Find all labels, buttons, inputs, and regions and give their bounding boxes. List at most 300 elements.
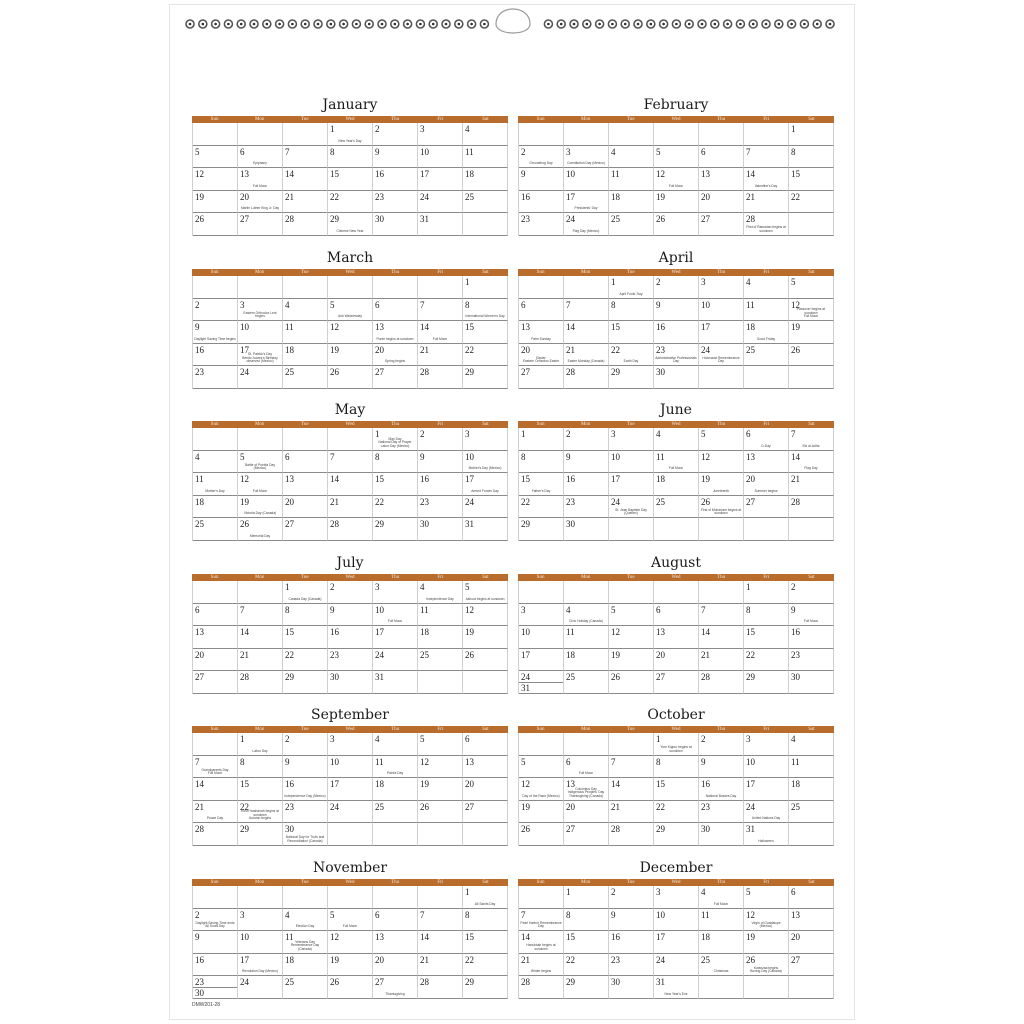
day-cell bbox=[519, 344, 564, 367]
day-cell bbox=[193, 733, 238, 756]
day-cell bbox=[193, 496, 238, 519]
day-cell bbox=[328, 123, 373, 146]
day-number: 17 bbox=[611, 474, 620, 484]
day-number: 20 bbox=[746, 474, 755, 484]
day-number: 22 bbox=[566, 954, 575, 965]
day-number: 24 bbox=[611, 496, 620, 507]
day-cell bbox=[373, 778, 418, 801]
day-number: 13 bbox=[701, 169, 710, 179]
day-cell bbox=[699, 626, 744, 649]
day-cell bbox=[283, 976, 328, 999]
day-number: 17 bbox=[746, 779, 755, 789]
day-number: 27 bbox=[285, 519, 294, 529]
day-cell bbox=[373, 909, 418, 932]
day-cell bbox=[238, 886, 283, 909]
event-note: Easter Eastern Orthodox Easter bbox=[522, 355, 560, 364]
weekday-label: Tue bbox=[301, 727, 309, 732]
day-cell bbox=[744, 756, 789, 779]
event-note: Valentine's Day bbox=[754, 183, 778, 188]
day-cell bbox=[373, 518, 418, 541]
event-note: Christmas bbox=[713, 969, 729, 974]
day-cell bbox=[463, 428, 508, 451]
day-cell bbox=[744, 428, 789, 451]
month-june bbox=[518, 399, 834, 541]
binding-hole bbox=[266, 23, 269, 26]
day-cell bbox=[519, 976, 564, 999]
weekday-label: Sat bbox=[808, 575, 815, 580]
day-cell bbox=[328, 931, 373, 954]
binding-hole bbox=[445, 23, 448, 26]
weekday-label: Wed bbox=[345, 422, 355, 427]
day-cell bbox=[463, 276, 508, 299]
day-cell bbox=[418, 428, 463, 451]
day-number: 19 bbox=[701, 474, 710, 484]
day-number: 29 bbox=[285, 672, 294, 682]
day-cell bbox=[418, 909, 463, 932]
day-cell bbox=[699, 581, 744, 604]
day-cell bbox=[519, 671, 564, 694]
day-number: 16 bbox=[330, 627, 339, 637]
day-number: 18 bbox=[195, 496, 204, 507]
weekday-label: Sun bbox=[210, 727, 219, 732]
binding-hole bbox=[394, 23, 397, 26]
day-number: 4 bbox=[701, 887, 706, 897]
day-cell bbox=[328, 344, 373, 367]
day-cell bbox=[699, 931, 744, 954]
day-cell bbox=[238, 801, 283, 824]
day-cell bbox=[238, 366, 283, 389]
event-note: Election Day bbox=[295, 924, 315, 929]
day-number: 11 bbox=[375, 756, 384, 767]
day-cell bbox=[238, 299, 283, 322]
day-cell bbox=[609, 146, 654, 169]
day-cell bbox=[373, 801, 418, 824]
day-number: 20 bbox=[791, 932, 800, 942]
day-number: 2 bbox=[521, 146, 526, 157]
day-cell bbox=[463, 213, 508, 236]
day-number: 6 bbox=[375, 909, 380, 920]
day-cell bbox=[418, 146, 463, 169]
month-january bbox=[192, 94, 508, 236]
day-number: 21 bbox=[791, 474, 800, 484]
day-number: 5 bbox=[791, 277, 796, 287]
day-number: 17 bbox=[656, 932, 665, 942]
day-cell bbox=[373, 604, 418, 627]
day-cell bbox=[238, 778, 283, 801]
weekday-label: Sat bbox=[808, 270, 815, 275]
day-number: 29 bbox=[240, 824, 249, 834]
day-number: 15 bbox=[746, 627, 755, 637]
day-cell bbox=[283, 909, 328, 932]
day-cell bbox=[789, 604, 834, 627]
day-cell bbox=[609, 954, 654, 977]
day-number: 9 bbox=[611, 909, 616, 920]
day-number: 2 bbox=[285, 734, 290, 744]
day-number: 2 bbox=[420, 429, 425, 439]
day-cell bbox=[193, 213, 238, 236]
day-cell bbox=[519, 954, 564, 977]
day-cell bbox=[463, 191, 508, 214]
day-cell bbox=[789, 909, 834, 932]
day-number: 3 bbox=[240, 909, 245, 920]
day-number: 4 bbox=[791, 734, 796, 744]
day-number: 16 bbox=[701, 779, 710, 789]
day-number: 19 bbox=[656, 191, 665, 202]
binding-hole bbox=[816, 23, 819, 26]
day-number: 20 bbox=[195, 649, 204, 660]
day-cell bbox=[744, 191, 789, 214]
day-cell bbox=[238, 733, 283, 756]
day-cell bbox=[283, 954, 328, 977]
day-cell bbox=[744, 931, 789, 954]
day-number: 10 bbox=[420, 146, 429, 157]
weekday-header bbox=[518, 421, 834, 428]
day-number: 6 bbox=[521, 299, 526, 310]
event-note: Thanksgiving bbox=[385, 991, 405, 996]
day-cell bbox=[609, 733, 654, 756]
month-title: November bbox=[312, 860, 388, 876]
binding-hole bbox=[406, 23, 409, 26]
weekday-label: Fri bbox=[437, 422, 444, 427]
day-cell bbox=[609, 886, 654, 909]
day-cell bbox=[193, 604, 238, 627]
day-number: 18 bbox=[746, 322, 755, 332]
day-number: 15 bbox=[791, 169, 800, 179]
day-cell bbox=[654, 604, 699, 627]
day-number: 18 bbox=[701, 932, 710, 942]
day-cell bbox=[463, 496, 508, 519]
day-cell bbox=[699, 604, 744, 627]
binding-hole bbox=[573, 23, 576, 26]
binding-hole bbox=[291, 23, 294, 26]
weekday-label: Mon bbox=[580, 880, 591, 885]
day-number: 3 bbox=[420, 124, 425, 134]
day-number: 4 bbox=[656, 429, 661, 439]
day-number: 11 bbox=[746, 299, 755, 310]
day-number: 19 bbox=[465, 627, 474, 637]
day-cell bbox=[789, 451, 834, 474]
day-number: 19 bbox=[420, 779, 429, 789]
day-cell bbox=[789, 671, 834, 694]
day-cell bbox=[283, 931, 328, 954]
day-number: 6 bbox=[791, 887, 796, 897]
day-cell bbox=[463, 976, 508, 999]
day-number: 15 bbox=[566, 932, 575, 942]
day-number: 29 bbox=[566, 977, 575, 987]
day-cell bbox=[193, 146, 238, 169]
event-note: Martin Luther King Jr. Day bbox=[240, 206, 280, 211]
day-cell bbox=[463, 823, 508, 846]
weekday-header bbox=[518, 726, 834, 733]
day-cell bbox=[699, 733, 744, 756]
day-number: 6 bbox=[656, 604, 661, 615]
day-cell bbox=[564, 276, 609, 299]
day-cell bbox=[564, 581, 609, 604]
day-cell bbox=[328, 649, 373, 672]
month-title: January bbox=[322, 97, 378, 113]
day-number: 10 bbox=[465, 451, 474, 462]
day-number: 25 bbox=[746, 344, 755, 355]
weekday-label: Tue bbox=[627, 117, 635, 122]
event-note: All Saints Day bbox=[474, 901, 496, 906]
event-note: Daylight Saving Time begins bbox=[194, 336, 236, 341]
binding-hole bbox=[803, 23, 806, 26]
day-cell bbox=[193, 299, 238, 322]
day-number: 12 bbox=[611, 627, 620, 637]
day-number: 29 bbox=[656, 824, 665, 834]
day-number: 11 bbox=[566, 627, 575, 637]
day-cell bbox=[519, 473, 564, 496]
day-number: 7 bbox=[195, 756, 200, 767]
day-number: 13 bbox=[656, 627, 665, 637]
day-cell bbox=[193, 931, 238, 954]
day-cell bbox=[193, 581, 238, 604]
day-number: 14 bbox=[791, 451, 800, 462]
day-number: 23 bbox=[701, 801, 710, 812]
weekday-label: Mon bbox=[580, 270, 591, 275]
day-cell bbox=[744, 801, 789, 824]
day-cell bbox=[654, 276, 699, 299]
day-number: 7 bbox=[746, 146, 751, 157]
day-number: 10 bbox=[611, 451, 620, 462]
day-number: 13 bbox=[465, 756, 474, 767]
weekday-label: Thu bbox=[717, 880, 726, 885]
day-number: 15 bbox=[285, 627, 294, 637]
day-number: 23 bbox=[656, 344, 665, 355]
day-cell bbox=[328, 168, 373, 191]
day-number: 14 bbox=[420, 322, 429, 332]
day-number: 9 bbox=[195, 322, 200, 332]
weekday-label: Mon bbox=[254, 117, 265, 122]
day-number: 18 bbox=[791, 779, 800, 789]
day-cell bbox=[418, 778, 463, 801]
day-grid bbox=[518, 581, 834, 694]
day-cell bbox=[744, 886, 789, 909]
day-cell bbox=[609, 823, 654, 846]
day-cell bbox=[463, 518, 508, 541]
day-number: 26 bbox=[330, 977, 339, 987]
day-number: 2 bbox=[791, 582, 796, 592]
day-cell bbox=[564, 168, 609, 191]
day-cell bbox=[238, 518, 283, 541]
binding-hole bbox=[368, 23, 371, 26]
day-number: 10 bbox=[746, 756, 755, 767]
day-cell bbox=[373, 451, 418, 474]
event-note: Independence Day bbox=[426, 596, 454, 601]
day-number: 13 bbox=[791, 909, 800, 920]
day-cell bbox=[373, 123, 418, 146]
binding-hole bbox=[586, 23, 589, 26]
day-cell bbox=[789, 366, 834, 389]
day-number: 18 bbox=[420, 627, 429, 637]
day-cell bbox=[654, 146, 699, 169]
day-cell bbox=[654, 976, 699, 999]
weekday-label: Tue bbox=[301, 575, 309, 580]
day-number: 7 bbox=[521, 909, 526, 920]
binding-hole bbox=[227, 23, 230, 26]
day-cell bbox=[744, 733, 789, 756]
day-cell bbox=[564, 778, 609, 801]
weekday-label: Wed bbox=[671, 727, 681, 732]
event-note: National Day for Truth and Reconciliation (Canada) bbox=[285, 835, 325, 843]
day-cell bbox=[373, 886, 418, 909]
event-note: Veterans Day Remembrance Day (Canada) bbox=[290, 939, 320, 951]
day-number: 6 bbox=[701, 146, 706, 157]
event-note: United Nations Day bbox=[751, 816, 781, 821]
day-cell bbox=[519, 931, 564, 954]
day-cell bbox=[283, 123, 328, 146]
day-cell bbox=[789, 886, 834, 909]
day-number: 14 bbox=[420, 932, 429, 942]
day-cell bbox=[789, 344, 834, 367]
day-number: 15 bbox=[240, 779, 249, 789]
weekday-label: Wed bbox=[671, 117, 681, 122]
day-cell bbox=[609, 366, 654, 389]
day-cell bbox=[193, 649, 238, 672]
day-cell bbox=[519, 213, 564, 236]
day-cell bbox=[463, 366, 508, 389]
day-cell bbox=[373, 756, 418, 779]
day-cell bbox=[744, 649, 789, 672]
weekday-label: Tue bbox=[301, 422, 309, 427]
day-number: 31 bbox=[465, 519, 474, 529]
day-number: 26 bbox=[240, 519, 249, 529]
day-number: 10 bbox=[521, 627, 530, 637]
product-code: DMW201-28 bbox=[192, 1002, 221, 1008]
day-cell bbox=[789, 321, 834, 344]
day-cell bbox=[789, 428, 834, 451]
weekday-label: Sun bbox=[210, 117, 219, 122]
day-cell bbox=[609, 801, 654, 824]
day-number: 20 bbox=[656, 649, 665, 660]
day-cell bbox=[283, 626, 328, 649]
event-note: Full Moon bbox=[432, 336, 448, 341]
day-number: 1 bbox=[521, 429, 526, 439]
day-cell bbox=[564, 756, 609, 779]
day-number: 19 bbox=[521, 801, 530, 812]
day-number: 19 bbox=[611, 649, 620, 660]
day-cell bbox=[238, 823, 283, 846]
day-number: 27 bbox=[465, 801, 474, 812]
event-note: Flag Day bbox=[804, 466, 818, 471]
weekday-header bbox=[518, 269, 834, 276]
day-cell bbox=[519, 604, 564, 627]
day-number: 23 bbox=[195, 367, 204, 377]
day-number: 24 bbox=[240, 367, 249, 377]
event-note: Easter Monday (Canada) bbox=[567, 359, 605, 364]
day-number: 12 bbox=[701, 451, 710, 462]
day-cell bbox=[463, 649, 508, 672]
day-cell bbox=[564, 649, 609, 672]
day-cell bbox=[564, 671, 609, 694]
month-title: July bbox=[336, 555, 364, 571]
event-note: Good Friday bbox=[756, 336, 776, 341]
day-cell bbox=[789, 931, 834, 954]
day-number: 15 bbox=[611, 322, 620, 332]
day-number: 9 bbox=[656, 299, 661, 310]
day-cell bbox=[609, 276, 654, 299]
binding-hole bbox=[381, 23, 384, 26]
day-cell bbox=[744, 823, 789, 846]
day-number: 21 bbox=[746, 191, 755, 202]
day-number: 6 bbox=[746, 429, 751, 439]
day-grid bbox=[518, 123, 834, 236]
day-cell bbox=[699, 976, 744, 999]
day-cell bbox=[744, 976, 789, 999]
binding-hole bbox=[778, 23, 781, 26]
day-number: 1 bbox=[656, 734, 661, 744]
weekday-label: Tue bbox=[627, 575, 635, 580]
binding-hole bbox=[253, 23, 256, 26]
day-cell bbox=[193, 823, 238, 846]
day-number: 26 bbox=[791, 344, 800, 355]
day-cell bbox=[699, 518, 744, 541]
day-cell bbox=[193, 976, 238, 999]
day-cell bbox=[609, 756, 654, 779]
event-note: May Day National Day of Prayer Labor Day (Mexico) bbox=[378, 436, 412, 448]
day-number: 8 bbox=[611, 299, 616, 310]
day-number: 27 bbox=[656, 672, 665, 682]
day-cell bbox=[193, 626, 238, 649]
day-cell bbox=[418, 801, 463, 824]
day-number: 7 bbox=[420, 299, 425, 310]
event-note: Canada Day (Canada) bbox=[288, 596, 322, 601]
day-cell bbox=[328, 886, 373, 909]
day-cell bbox=[699, 299, 744, 322]
day-number: 27 bbox=[375, 367, 384, 377]
month-september bbox=[192, 704, 508, 846]
binding-hole bbox=[701, 23, 704, 26]
day-number: 12 bbox=[330, 322, 339, 332]
day-cell bbox=[238, 954, 283, 977]
day-cell bbox=[699, 823, 744, 846]
day-cell bbox=[328, 451, 373, 474]
day-cell bbox=[373, 473, 418, 496]
day-number: 4 bbox=[465, 124, 470, 134]
day-number: 25 bbox=[465, 191, 474, 202]
day-cell bbox=[373, 168, 418, 191]
day-cell bbox=[283, 581, 328, 604]
binding-hole bbox=[675, 23, 678, 26]
weekday-label: Sat bbox=[482, 575, 489, 580]
day-number: 29 bbox=[330, 214, 339, 224]
weekday-label: Tue bbox=[301, 270, 309, 275]
day-cell bbox=[283, 473, 328, 496]
day-cell bbox=[654, 366, 699, 389]
day-number: 9 bbox=[701, 756, 706, 767]
binding-hole bbox=[598, 23, 601, 26]
weekday-label: Thu bbox=[717, 575, 726, 580]
day-cell bbox=[283, 428, 328, 451]
day-number: 30 bbox=[375, 214, 384, 224]
weekday-label: Sun bbox=[536, 117, 545, 122]
day-cell bbox=[609, 168, 654, 191]
day-number: 21 bbox=[420, 954, 429, 965]
weekday-header bbox=[192, 879, 508, 886]
day-number: 18 bbox=[375, 779, 384, 789]
day-number: 20 bbox=[566, 801, 575, 812]
day-number: 12 bbox=[465, 604, 474, 615]
weekday-label: Sat bbox=[482, 727, 489, 732]
day-number: 24 bbox=[656, 954, 665, 965]
day-number: 1 bbox=[285, 582, 290, 592]
day-cell bbox=[418, 823, 463, 846]
day-number: 30 bbox=[195, 988, 204, 998]
event-note: Full Moon bbox=[342, 924, 358, 929]
day-number: 10 bbox=[701, 299, 710, 310]
day-number: 25 bbox=[285, 367, 294, 377]
day-cell bbox=[654, 671, 699, 694]
